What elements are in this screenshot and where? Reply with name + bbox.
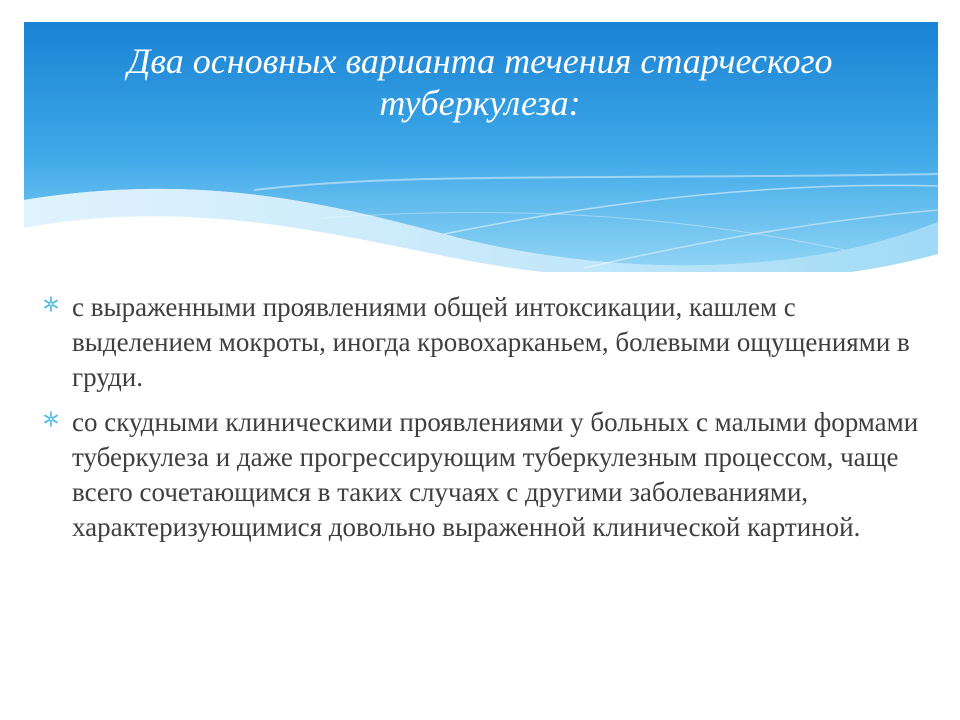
bullet-text: со скудными клиническими проявлениями у больных с малыми формами туберкулеза и даже прогрессирующим туберкулезным процессом, чаще всего сочетающимся в таких случаях с другими заболеваниями, характеризующимися довольно выраженной клинической картиной. — [72, 407, 919, 542]
asterisk-bullet-icon — [40, 293, 62, 315]
bullet-list — [40, 290, 920, 555]
list-item — [40, 405, 920, 545]
asterisk-bullet-icon — [40, 408, 62, 430]
list-item — [40, 290, 920, 395]
slide-title: Два основных варианта течения старческого туберкулеза: — [127, 41, 833, 123]
bullet-text: с выраженными проявлениями общей интоксикации, кашлем с выделением мокроты, иногда кровохарканьем, болевыми ощущениями в груди. — [72, 292, 910, 392]
